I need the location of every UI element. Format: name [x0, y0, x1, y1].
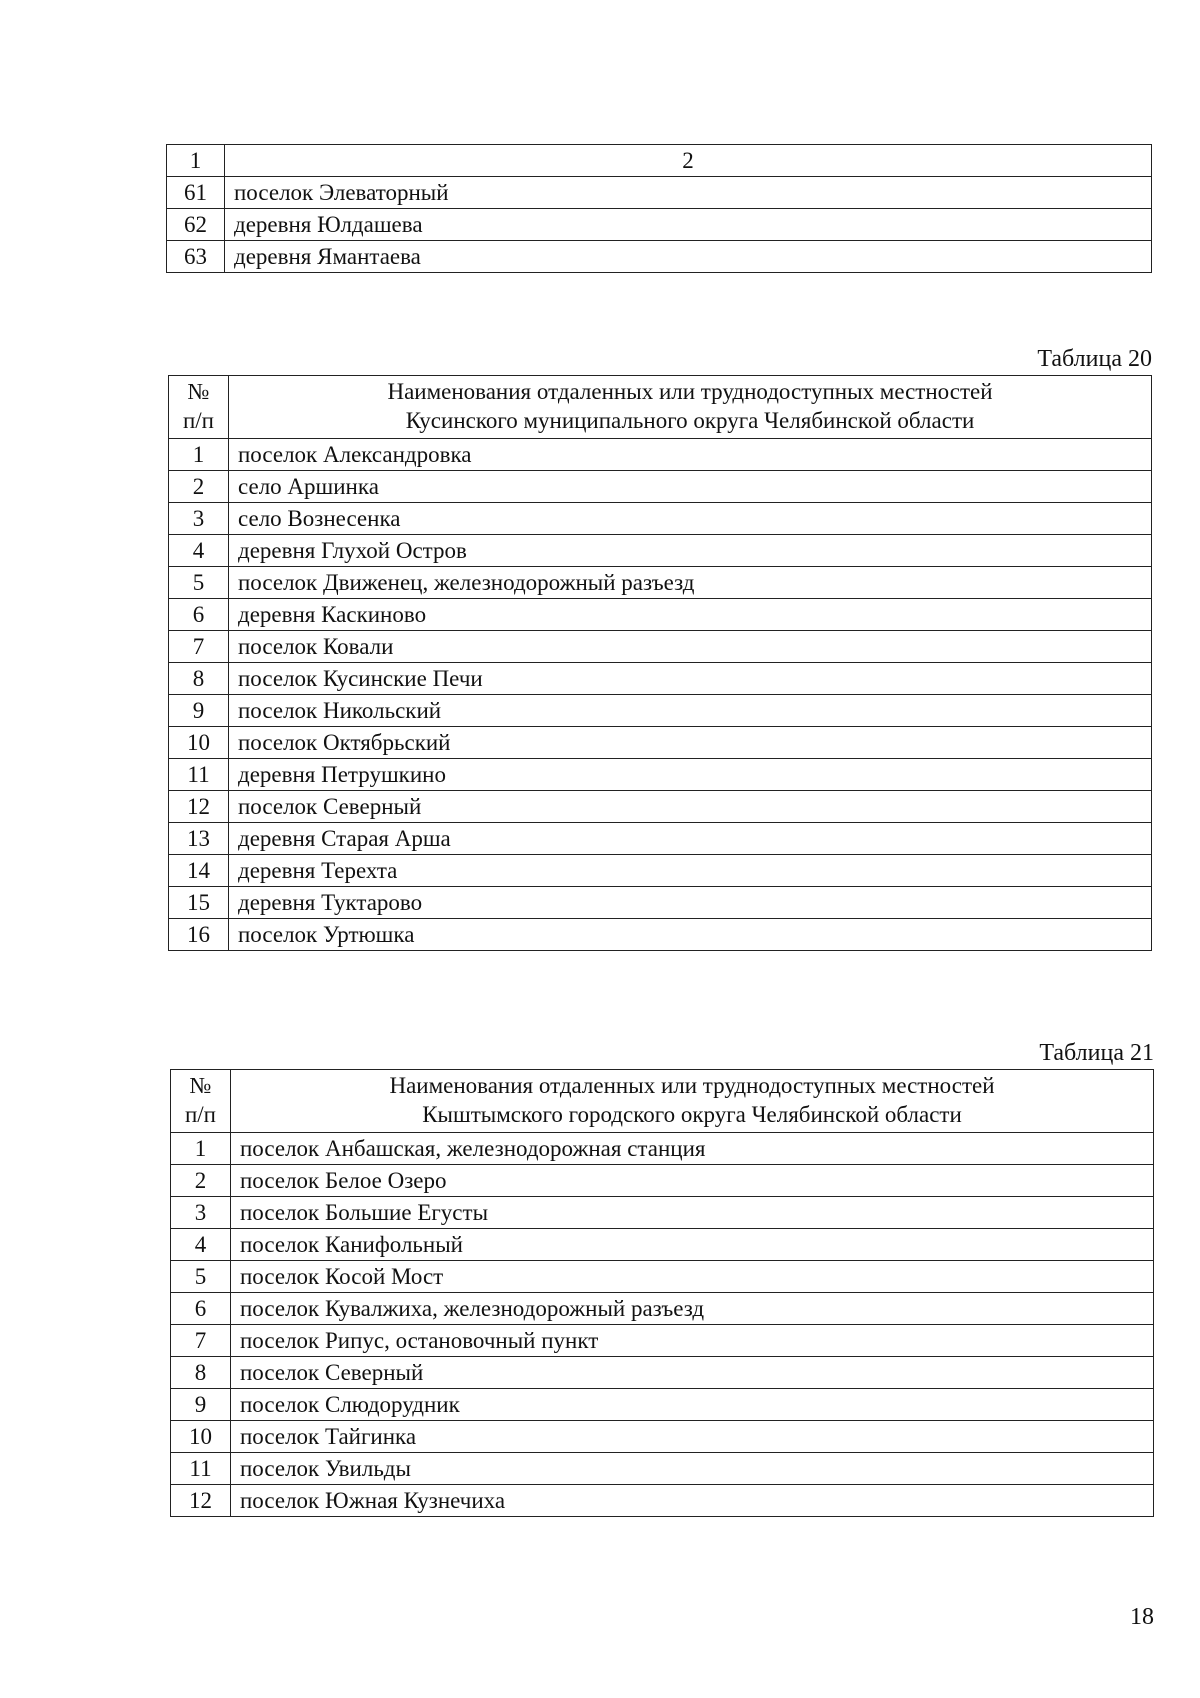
row-number-cell: 5 — [169, 567, 229, 599]
locality-name-cell: поселок Уртюшка — [229, 919, 1152, 951]
table-row — [169, 503, 1152, 535]
table-row — [169, 919, 1152, 951]
column-number-cell: 2 — [225, 145, 1152, 177]
locality-name-cell: поселок Канифольный — [231, 1229, 1154, 1261]
row-number-cell: 13 — [169, 823, 229, 855]
row-number-cell: 7 — [169, 631, 229, 663]
table-row — [169, 471, 1152, 503]
locality-name-cell: поселок Ковали — [229, 631, 1152, 663]
header-name-cell: Наименования отдаленных или труднодоступных местностей Кыштымского городского округа Челябинской области — [231, 1070, 1154, 1133]
table-row — [171, 1133, 1154, 1165]
locality-name-cell: поселок Кувалжиха, железнодорожный разъезд — [231, 1293, 1154, 1325]
table-row — [171, 1165, 1154, 1197]
page-number: 18 — [1130, 1604, 1154, 1630]
row-number-cell: 3 — [169, 503, 229, 535]
row-number-cell: 2 — [169, 471, 229, 503]
table-row — [171, 1325, 1154, 1357]
table-row — [169, 599, 1152, 631]
row-number-cell: 15 — [169, 887, 229, 919]
table-row — [169, 535, 1152, 567]
table-row — [169, 663, 1152, 695]
table-header-row — [171, 1070, 1154, 1133]
locality-name-cell: поселок Большие Егусты — [231, 1197, 1154, 1229]
table-row — [171, 1261, 1154, 1293]
column-number-row — [167, 145, 1152, 177]
table-row — [171, 1485, 1154, 1517]
header-name-cell: Наименования отдаленных или труднодоступных местностей Кусинского муниципального округа Челябинской области — [229, 376, 1152, 439]
row-number-cell: 14 — [169, 855, 229, 887]
table-row — [171, 1421, 1154, 1453]
locality-name-cell: поселок Тайгинка — [231, 1421, 1154, 1453]
row-number-cell: 10 — [171, 1421, 231, 1453]
row-number-cell: 3 — [171, 1197, 231, 1229]
table-21-body — [171, 1070, 1154, 1517]
locality-name-cell: поселок Анбашская, железнодорожная станция — [231, 1133, 1154, 1165]
row-number-cell: 4 — [171, 1229, 231, 1261]
locality-name-cell: село Вознесенка — [229, 503, 1152, 535]
row-number-cell: 7 — [171, 1325, 231, 1357]
locality-name-cell: деревня Каскиново — [229, 599, 1152, 631]
table-row — [171, 1229, 1154, 1261]
table-row — [169, 727, 1152, 759]
table-row — [169, 855, 1152, 887]
table-row — [169, 567, 1152, 599]
row-number-cell: 16 — [169, 919, 229, 951]
locality-name-cell: поселок Северный — [231, 1357, 1154, 1389]
row-number-cell: 62 — [167, 209, 225, 241]
locality-name-cell: поселок Александровка — [229, 439, 1152, 471]
row-number-cell: 63 — [167, 241, 225, 273]
row-number-cell: 1 — [171, 1133, 231, 1165]
table-row — [169, 631, 1152, 663]
locality-name-cell: поселок Кусинские Печи — [229, 663, 1152, 695]
row-number-cell: 5 — [171, 1261, 231, 1293]
locality-name-cell: поселок Косой Мост — [231, 1261, 1154, 1293]
locality-name-cell: поселок Рипус, остановочный пункт — [231, 1325, 1154, 1357]
row-number-cell: 61 — [167, 177, 225, 209]
locality-name-cell: поселок Южная Кузнечиха — [231, 1485, 1154, 1517]
table-row — [169, 759, 1152, 791]
table-row — [171, 1293, 1154, 1325]
locality-name-cell: деревня Терехта — [229, 855, 1152, 887]
continued-table-body — [167, 145, 1152, 273]
table-row — [167, 209, 1152, 241]
table-row — [171, 1197, 1154, 1229]
row-number-cell: 2 — [171, 1165, 231, 1197]
table-row — [171, 1389, 1154, 1421]
table-row — [169, 791, 1152, 823]
locality-name-cell: поселок Движенец, железнодорожный разъезд — [229, 567, 1152, 599]
locality-name-cell: поселок Увильды — [231, 1453, 1154, 1485]
locality-name-cell: деревня Юлдашева — [225, 209, 1152, 241]
table-row — [169, 439, 1152, 471]
continued-table — [166, 144, 1152, 273]
locality-name-cell: деревня Туктарово — [229, 887, 1152, 919]
table-row — [167, 241, 1152, 273]
locality-name-cell: поселок Элеваторный — [225, 177, 1152, 209]
row-number-cell: 9 — [171, 1389, 231, 1421]
locality-name-cell: поселок Слюдорудник — [231, 1389, 1154, 1421]
row-number-cell: 10 — [169, 727, 229, 759]
locality-name-cell: деревня Петрушкино — [229, 759, 1152, 791]
column-number-cell: 1 — [167, 145, 225, 177]
table-row — [171, 1357, 1154, 1389]
row-number-cell: 12 — [171, 1485, 231, 1517]
row-number-cell: 9 — [169, 695, 229, 727]
locality-name-cell: поселок Октябрьский — [229, 727, 1152, 759]
locality-name-cell: поселок Белое Озеро — [231, 1165, 1154, 1197]
table-20-caption: Таблица 20 — [1037, 346, 1152, 372]
table-header-row — [169, 376, 1152, 439]
locality-name-cell: поселок Никольский — [229, 695, 1152, 727]
locality-name-cell: деревня Глухой Остров — [229, 535, 1152, 567]
table-row — [171, 1453, 1154, 1485]
table-row — [169, 695, 1152, 727]
row-number-cell: 11 — [171, 1453, 231, 1485]
locality-name-cell: село Аршинка — [229, 471, 1152, 503]
locality-name-cell: поселок Северный — [229, 791, 1152, 823]
table-row — [167, 177, 1152, 209]
row-number-cell: 8 — [171, 1357, 231, 1389]
locality-name-cell: деревня Ямантаева — [225, 241, 1152, 273]
row-number-cell: 11 — [169, 759, 229, 791]
locality-name-cell: деревня Старая Арша — [229, 823, 1152, 855]
table-row — [169, 887, 1152, 919]
row-number-cell: 6 — [171, 1293, 231, 1325]
header-number-cell: № п/п — [169, 376, 229, 439]
row-number-cell: 6 — [169, 599, 229, 631]
row-number-cell: 12 — [169, 791, 229, 823]
row-number-cell: 4 — [169, 535, 229, 567]
header-number-cell: № п/п — [171, 1070, 231, 1133]
table-20 — [168, 375, 1152, 951]
table-row — [169, 823, 1152, 855]
table-20-body — [169, 376, 1152, 951]
table-21 — [170, 1069, 1154, 1517]
row-number-cell: 1 — [169, 439, 229, 471]
row-number-cell: 8 — [169, 663, 229, 695]
table-21-caption: Таблица 21 — [1039, 1040, 1154, 1066]
